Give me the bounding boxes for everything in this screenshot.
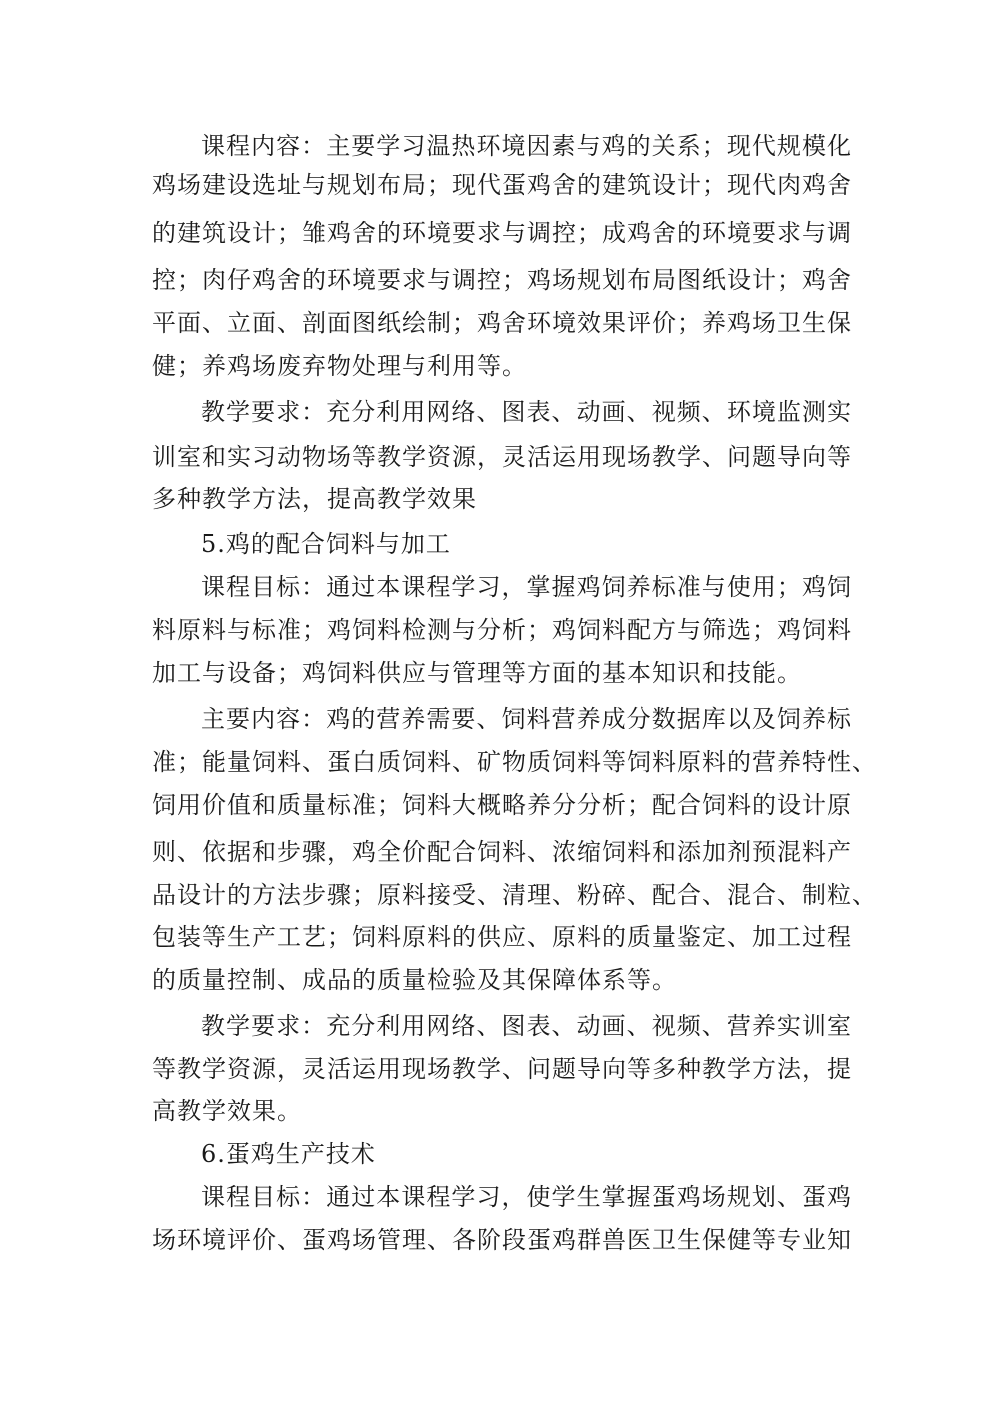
paragraph-5-line-1: 教学要求：充分利用网络、图表、动画、视频、营养实训室 [201,1012,852,1040]
paragraph-6-line-1: 课程目标：通过本课程学习，使学生掌握蛋鸡场规划、蛋鸡 [201,1183,852,1211]
paragraph-4-line-3: 饲用价值和质量标准；饲料大概略养分分析；配合饲料的设计原 [152,791,852,819]
paragraph-4-line-7: 的质量控制、成品的质量检验及其保障体系等。 [152,966,677,994]
section-heading-5: 5.鸡的配合饲料与加工 [201,530,451,558]
paragraph-1-line-3: 的建筑设计；雏鸡舍的环境要求与调控；成鸡舍的环境要求与调 [152,219,852,247]
paragraph-4-line-4: 则、依据和步骤，鸡全价配合饲料、浓缩饲料和添加剂预混料产 [152,838,852,866]
paragraph-4-line-6: 包装等生产工艺；饲料原料的供应、原料的质量鉴定、加工过程 [152,923,852,951]
paragraph-6-line-2: 场环境评价、蛋鸡场管理、各阶段蛋鸡群兽医卫生保健等专业知 [152,1226,852,1254]
paragraph-4-line-2: 准；能量饲料、蛋白质饲料、矿物质饲料等饲料原料的营养特性、 [152,748,877,776]
paragraph-5-line-3: 高教学效果。 [152,1097,302,1125]
paragraph-2-line-3: 多种教学方法，提高教学效果 [152,485,477,513]
paragraph-4-line-5: 品设计的方法步骤；原料接受、清理、粉碎、配合、混合、制粒、 [152,881,877,909]
paragraph-1-line-2: 鸡场建设选址与规划布局；现代蛋鸡舍的建筑设计；现代肉鸡舍 [152,171,852,199]
paragraph-1-line-5: 平面、立面、剖面图纸绘制；鸡舍环境效果评价；养鸡场卫生保 [152,309,852,337]
section-heading-6: 6.蛋鸡生产技术 [201,1140,376,1168]
paragraph-3-line-3: 加工与设备；鸡饲料供应与管理等方面的基本知识和技能。 [152,659,802,687]
paragraph-4-line-1: 主要内容：鸡的营养需要、饲料营养成分数据库以及饲养标 [201,705,852,733]
paragraph-5-line-2: 等教学资源，灵活运用现场教学、问题导向等多种教学方法，提 [152,1055,852,1083]
paragraph-1-line-6: 健；养鸡场废弃物处理与利用等。 [152,352,527,380]
paragraph-3-line-2: 料原料与标准；鸡饲料检测与分析；鸡饲料配方与筛选；鸡饲料 [152,616,852,644]
paragraph-2-line-1: 教学要求：充分利用网络、图表、动画、视频、环境监测实 [201,398,852,426]
paragraph-1-line-4: 控；肉仔鸡舍的环境要求与调控；鸡场规划布局图纸设计；鸡舍 [152,266,852,294]
paragraph-3-line-1: 课程目标：通过本课程学习，掌握鸡饲养标准与使用；鸡饲 [201,573,852,601]
paragraph-1-line-1: 课程内容：主要学习温热环境因素与鸡的关系；现代规模化 [201,132,852,160]
paragraph-2-line-2: 训室和实习动物场等教学资源，灵活运用现场教学、问题导向等 [152,443,852,471]
